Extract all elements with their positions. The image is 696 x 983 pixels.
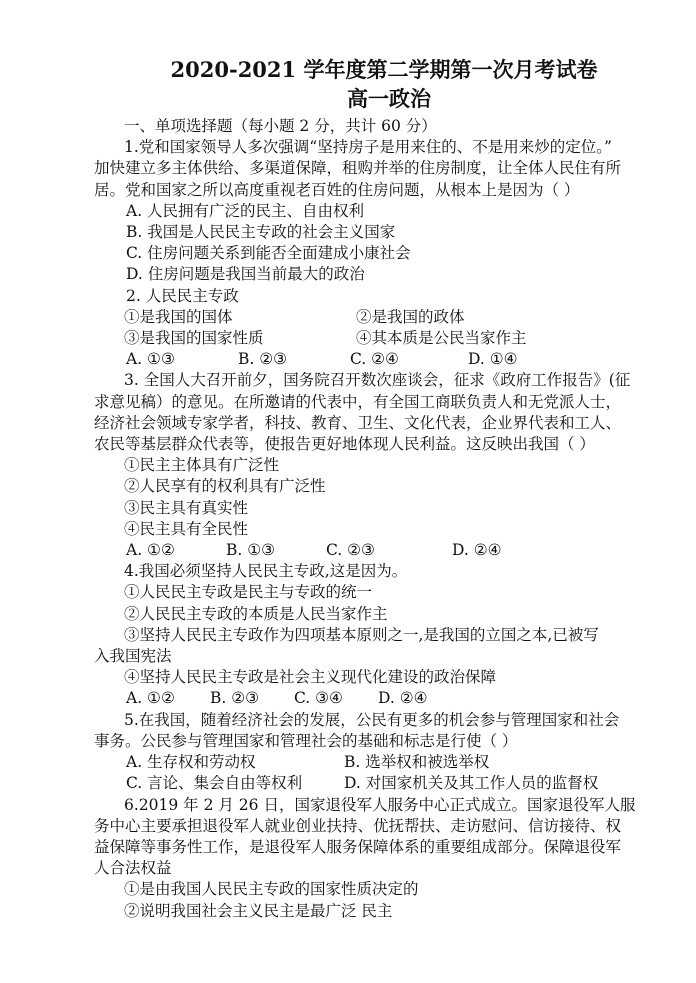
section-heading: 一、单项选择题（每小题 2 分，共计 60 分） (124, 117, 437, 135)
question-stem-line: 求意见稿）的意见。在所邀请的代表中，有全国工商联负责人和无党派人士， (94, 392, 622, 411)
question-stem-line: 农民等基层群众代表等，使报告更好地体现人民利益。这反映出我国（ ） (94, 435, 595, 454)
statement-item: ④其本质是公民当家作主 (356, 329, 527, 348)
statement-item: ②人民民主专政的本质是人民当家作主 (124, 604, 388, 623)
question-stem-line: 务中心主要承担退役军人就业创业扶持、优抚帮扶、走访慰问、信访接待、权 (94, 816, 622, 835)
answer-option: A. 生存权和劳动权 (126, 753, 256, 772)
answer-option: D. 对国家机关及其工作人员的监督权 (344, 774, 599, 793)
answer-options-row (94, 688, 634, 709)
answer-options-row (94, 540, 634, 561)
statement-item: ④民主具有全民性 (124, 519, 249, 538)
statement-item: ④坚持人民民主专政是社会主义现代化建设的政治保障 (124, 668, 497, 687)
statement-row (94, 307, 634, 328)
answer-option: B. ②③ (210, 689, 260, 708)
answer-option: C. ③④ (294, 689, 343, 708)
answer-option: C. ②③ (326, 541, 375, 560)
question-3 (94, 370, 634, 561)
question-stem-line: 事务。公民参与管理国家和管理社会的基础和标志是行使（ ） (94, 731, 518, 750)
answer-option: D. ②④ (452, 541, 502, 560)
question-stem: 4.我国必须坚持人民民主专政,这是因为。 (124, 562, 408, 581)
question-stem-line: 益保障等事务性工作，是退役军人服务保障体系的重要组成部分。保障退役军 (94, 837, 622, 856)
answer-options-row (94, 773, 634, 794)
answer-option: A. ①③ (126, 350, 175, 369)
answer-options-row (94, 349, 634, 370)
question-stem-line: 1.党和国家领导人多次强调“坚持房子是用来住的、不是用来炒的定位。” (124, 138, 612, 157)
answer-option: B. 我国是人民民主专政的社会主义国家 (126, 223, 396, 242)
question-stem-line: 加快建立多主体供给、多渠道保障，租购并举的住房制度，让全体人民住有所 (94, 159, 622, 178)
statement-item: ①是我国的国体 (124, 307, 233, 326)
answer-option: D. 住房问题是我国当前最大的政治 (126, 265, 365, 284)
question-1 (94, 137, 634, 285)
statement-item: ②是我国的政体 (356, 307, 465, 326)
answer-option: B. ①③ (226, 541, 276, 560)
statement-row (94, 328, 634, 349)
answer-option: D. ②④ (378, 689, 428, 708)
statement-item-continued: 入我国宪法 (94, 647, 172, 666)
statement-item: ③坚持人民民主专政作为四项基本原则之一,是我国的立国之本,已被写 (124, 625, 599, 644)
exam-title: 2020-2021 学年度第二学期第一次月考试卷 (170, 57, 598, 82)
question-stem-line: 3. 全国人大召开前夕，国务院召开数次座谈会，征求《政府工作报告》(征 (124, 371, 631, 390)
question-4 (94, 561, 634, 709)
question-stem-line: 5.在我国，随着经济社会的发展，公民有更多的机会参与管理国家和社会 (124, 710, 620, 729)
answer-option: B. ②③ (238, 350, 288, 369)
question-2 (94, 286, 634, 371)
exam-subtitle: 高一政治 (347, 86, 431, 111)
answer-option: B. 选举权和被选举权 (344, 753, 490, 772)
statement-item: ①是由我国人民民主专政的国家性质决定的 (124, 880, 419, 899)
question-6 (94, 795, 634, 922)
question-stem-line: 居。党和国家之所以高度重视老百姓的住房问题，从根本上是因为（ ） (94, 180, 580, 199)
statement-item: ①民主主体具有广泛性 (124, 456, 280, 475)
statement-item: ②说明我国社会主义民主是最广泛 民主 (124, 901, 393, 920)
answer-options-row (94, 752, 634, 773)
answer-option: C. ②④ (350, 350, 399, 369)
question-stem-line: 6.2019 年 2 月 26 日，国家退役军人服务中心正式成立。国家退役军人服 (124, 795, 636, 814)
question-stem-line: 人合法权益 (94, 859, 172, 878)
question-stem: 2. 人民民主专政 (126, 286, 239, 305)
question-stem-line: 经济社会领域专家学者，科技、教育、卫生、文化代表，企业界代表和工人、 (94, 413, 622, 432)
statement-item: ③是我国的国家性质 (124, 329, 264, 348)
statement-item: ①人民民主专政是民主与专政的统一 (124, 583, 373, 602)
answer-option: A. ①② (126, 689, 175, 708)
statement-item: ③民主具有真实性 (124, 498, 249, 517)
answer-option: A. ①② (126, 541, 175, 560)
answer-option: C. 住房问题关系到能否全面建成小康社会 (126, 244, 411, 263)
statement-item: ②人民享有的权利具有广泛性 (124, 477, 326, 496)
answer-option: D. ①④ (468, 350, 518, 369)
answer-option: A. 人民拥有广泛的民主、自由权利 (126, 201, 365, 220)
answer-option: C. 言论、集会自由等权利 (126, 774, 303, 793)
question-5 (94, 710, 634, 795)
